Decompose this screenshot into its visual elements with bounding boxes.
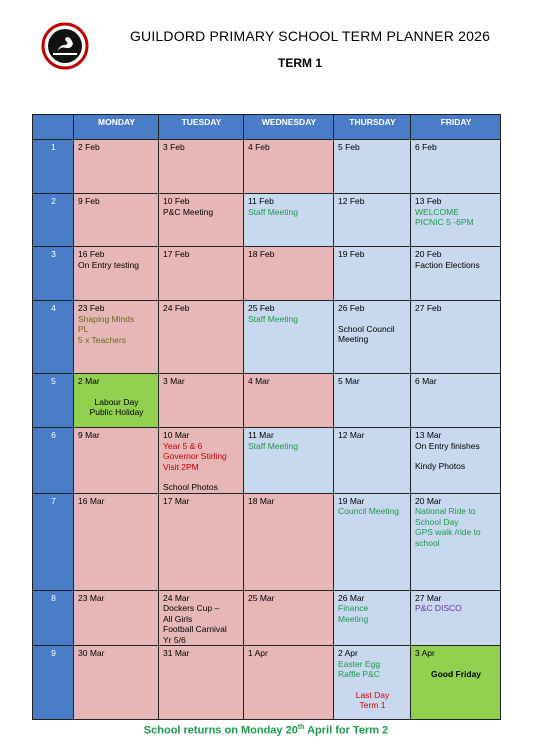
event-text: Dockers Cup –	[163, 603, 220, 613]
date-label: 27 Feb	[415, 303, 442, 313]
spacer	[415, 659, 497, 669]
date-label: 10 Mar	[163, 430, 190, 440]
event-text: Raffle P&C	[338, 669, 380, 679]
day-cell-thursday	[334, 194, 411, 247]
event-text: All Girls	[163, 613, 193, 624]
day-cell-tuesday	[159, 493, 244, 590]
day-cell-tuesday	[159, 194, 244, 247]
date-label: 25 Feb	[248, 303, 275, 313]
day-cell-thursday	[334, 140, 411, 194]
event-text: Faction Elections	[415, 259, 480, 270]
event-text: Easter Egg	[338, 658, 381, 669]
day-cell-thursday	[334, 301, 411, 374]
corner-cell	[33, 115, 74, 140]
event-text: On Entry finishes	[415, 440, 480, 451]
day-cell-wednesday	[244, 247, 334, 301]
week-number: 8	[33, 590, 74, 646]
date-label: 10 Feb	[163, 196, 190, 206]
event-text: 5 x Teachers	[78, 334, 127, 345]
event-text: Shaping Minds	[78, 313, 135, 324]
date-label: 12 Mar	[338, 430, 365, 440]
spacer	[78, 387, 155, 397]
day-cell-monday	[74, 493, 159, 590]
event-text: School Council	[338, 323, 395, 334]
week-row	[33, 493, 501, 590]
day-cell-monday	[74, 301, 159, 374]
date-label: 13 Feb	[415, 196, 442, 206]
date-label: 3 Apr	[415, 648, 435, 658]
event-text: Labour Day	[94, 396, 139, 407]
week-number: 7	[33, 493, 74, 590]
event-text: PICNIC 5 -6PM	[415, 217, 474, 227]
week-row	[33, 247, 501, 301]
week-number: 2	[33, 194, 74, 247]
date-label: 4 Mar	[248, 376, 270, 386]
event-text: Staff Meeting	[248, 313, 298, 324]
day-cell-friday	[411, 374, 501, 428]
event-text: Kindy Photos	[415, 461, 466, 471]
column-header-monday: MONDAY	[74, 115, 159, 140]
week-row	[33, 374, 501, 428]
date-label: 17 Feb	[163, 249, 190, 259]
event-text: GPS walk /ride to	[415, 527, 481, 537]
day-cell-monday	[74, 140, 159, 194]
day-cell-friday	[411, 247, 501, 301]
date-label: 27 Mar	[415, 592, 442, 603]
date-label: 23 Mar	[78, 592, 105, 603]
date-label: 13 Mar	[415, 430, 442, 440]
date-label: 26 Feb	[338, 303, 365, 313]
date-label: 3 Mar	[163, 376, 185, 386]
day-cell-monday	[74, 646, 159, 720]
event-text: School Day	[415, 516, 459, 527]
event-text: Meeting	[338, 613, 369, 624]
column-header-tuesday: TUESDAY	[159, 115, 244, 140]
date-label: 26 Mar	[338, 592, 365, 603]
day-cell-wednesday	[244, 140, 334, 194]
event-text: WELCOME	[415, 206, 459, 217]
event-text: Visit 2PM	[163, 461, 199, 472]
date-label: 5 Mar	[338, 376, 360, 386]
date-label: 5 Feb	[338, 142, 360, 152]
event-text: Football Carnival	[163, 624, 227, 634]
event-text: Public Holiday	[89, 407, 144, 417]
date-label: 24 Mar	[163, 592, 190, 603]
day-cell-friday	[411, 493, 501, 590]
spacer	[163, 472, 240, 482]
date-label: 12 Feb	[338, 196, 365, 206]
day-cell-wednesday	[244, 646, 334, 720]
week-number: 5	[33, 374, 74, 428]
date-label: 19 Feb	[338, 249, 365, 259]
day-cell-thursday	[334, 590, 411, 646]
event-text: Council Meeting	[338, 506, 399, 516]
week-number: 6	[33, 428, 74, 494]
event-text: On Entry testing	[78, 259, 139, 270]
day-cell-wednesday	[244, 194, 334, 247]
event-text: Finance	[338, 603, 369, 613]
planner-body	[33, 140, 501, 720]
event-text: Year 5 & 6	[163, 440, 203, 451]
school-logo	[38, 22, 92, 76]
column-header-friday: FRIDAY	[411, 115, 501, 140]
day-cell-monday	[74, 374, 159, 428]
date-label: 31 Mar	[163, 648, 190, 658]
page-title: GUILDORD PRIMARY SCHOOL TERM PLANNER 2026	[129, 28, 491, 44]
date-label: 1 Apr	[248, 648, 268, 658]
spacer	[338, 680, 407, 690]
event-text: National Ride to	[415, 506, 476, 516]
day-cell-friday	[411, 428, 501, 494]
event-text: Yr 5/6	[163, 634, 186, 645]
day-cell-tuesday	[159, 374, 244, 428]
spacer	[415, 451, 497, 461]
day-cell-thursday	[334, 374, 411, 428]
day-cell-wednesday	[244, 493, 334, 590]
week-row	[33, 301, 501, 374]
term-subtitle: TERM 1	[277, 56, 322, 70]
day-cell-thursday	[334, 646, 411, 720]
week-number: 1	[33, 140, 74, 194]
day-cell-monday	[74, 247, 159, 301]
date-label: 2 Apr	[338, 648, 358, 658]
day-cell-friday	[411, 646, 501, 720]
day-cell-tuesday	[159, 140, 244, 194]
day-cell-thursday	[334, 428, 411, 494]
day-cell-thursday	[334, 247, 411, 301]
event-text: P&C Meeting	[163, 206, 214, 217]
footer-text-before: School returns on Monday 20	[143, 724, 298, 737]
event-text: Governor Stirling	[163, 451, 227, 461]
date-label: 9 Mar	[78, 430, 100, 440]
footer-text-after: April for Term 2	[304, 724, 389, 737]
week-row	[33, 140, 501, 194]
day-cell-monday	[74, 590, 159, 646]
day-cell-friday	[411, 140, 501, 194]
event-text: Last Day	[355, 689, 390, 700]
spacer	[338, 314, 407, 324]
day-cell-friday	[411, 194, 501, 247]
week-row	[33, 590, 501, 646]
day-cell-tuesday	[159, 247, 244, 301]
date-label: 17 Mar	[163, 495, 190, 506]
week-row	[33, 194, 501, 247]
date-label: 11 Mar	[248, 430, 274, 440]
date-label: 25 Mar	[248, 592, 275, 603]
date-label: 20 Feb	[415, 249, 442, 259]
date-label: 6 Mar	[415, 376, 437, 386]
column-header-wednesday: WEDNESDAY	[244, 115, 334, 140]
date-label: 16 Feb	[78, 249, 105, 259]
event-text: PL	[78, 324, 89, 334]
event-text: Staff Meeting	[248, 440, 298, 451]
column-header-thursday: THURSDAY	[334, 115, 411, 140]
date-label: 9 Feb	[78, 196, 100, 206]
event-text: School Photos	[163, 482, 218, 492]
footer-note	[32, 724, 500, 737]
date-label: 18 Feb	[248, 249, 275, 259]
week-number: 4	[33, 301, 74, 374]
term-planner-table	[32, 114, 501, 720]
day-cell-tuesday	[159, 646, 244, 720]
footer-superscript: th	[297, 724, 305, 731]
date-label: 18 Mar	[248, 495, 275, 506]
day-cell-friday	[411, 590, 501, 646]
day-cell-wednesday	[244, 428, 334, 494]
day-cell-wednesday	[244, 301, 334, 374]
day-cell-monday	[74, 194, 159, 247]
swan-crest-icon	[38, 22, 92, 76]
week-number: 9	[33, 646, 74, 720]
day-cell-wednesday	[244, 374, 334, 428]
day-cell-monday	[74, 428, 159, 494]
date-label: 23 Feb	[78, 303, 105, 313]
event-text: Term 1	[359, 700, 386, 710]
date-label: 4 Feb	[248, 142, 270, 152]
day-cell-thursday	[334, 493, 411, 590]
week-row	[33, 646, 501, 720]
day-cell-tuesday	[159, 590, 244, 646]
date-label: 30 Mar	[78, 648, 105, 658]
event-text: Good Friday	[430, 668, 482, 679]
date-label: 20 Mar	[415, 495, 442, 506]
event-text: Staff Meeting	[248, 206, 298, 217]
day-cell-friday	[411, 301, 501, 374]
event-text: school	[415, 537, 440, 548]
date-label: 3 Feb	[163, 142, 185, 152]
event-text: Meeting	[338, 334, 369, 344]
day-cell-tuesday	[159, 428, 244, 494]
date-label: 2 Feb	[78, 142, 100, 152]
date-label: 19 Mar	[338, 495, 365, 506]
date-label: 2 Mar	[78, 376, 100, 386]
event-text: P&C DISCO	[415, 603, 462, 613]
day-cell-wednesday	[244, 590, 334, 646]
date-label: 16 Mar	[78, 495, 105, 506]
date-label: 11 Feb	[248, 196, 274, 206]
date-label: 24 Feb	[163, 303, 190, 313]
header-row	[33, 115, 501, 140]
week-number: 3	[33, 247, 74, 301]
date-label: 6 Feb	[415, 142, 437, 152]
week-row	[33, 428, 501, 494]
day-cell-tuesday	[159, 301, 244, 374]
